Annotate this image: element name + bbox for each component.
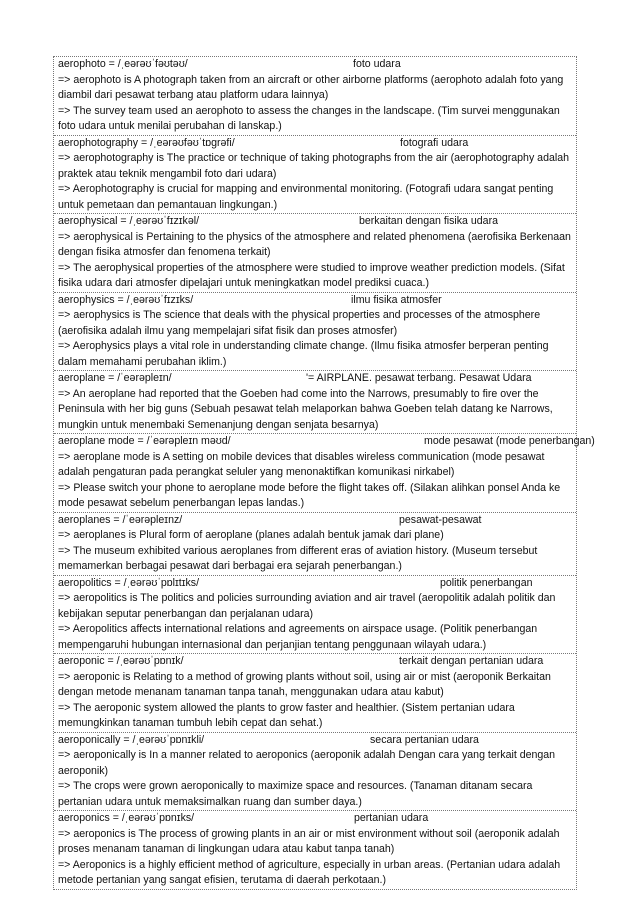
definition: => aeroponic is Relating to a method of growing plants without soil, using air or mist (aeroponik Berkaitan dengan metode menanam tanaman tanpa tanah, menggunakan udara atau kabut) <box>58 670 551 698</box>
definition: => aerophysics is The science that deals with the physical properties and processes of the atmosphere (aerofisika adalah ilmu yang mempelajari sifat fisik dan proses atmosfer) <box>58 309 541 337</box>
entry-aerophysical <box>54 214 576 293</box>
entry-aeroponics <box>54 811 576 889</box>
definition: => aeroplanes is Plural form of aeroplane (planes adalah bentuk jamak dari plane) <box>58 529 444 541</box>
headword: aerophotography = /ˌeərəʊfəʊˈtɒgrəfi/ <box>58 136 235 149</box>
entry-header <box>56 57 574 73</box>
entry-aeroponically <box>54 733 576 812</box>
example: => Aerophotography is crucial for mapping and environmental monitoring. (Fotografi udara sangat penting untuk pemetaan dan pemantauan lingkungan.) <box>58 183 554 211</box>
entry-header <box>56 371 574 387</box>
entry-aerophotography <box>54 136 576 215</box>
definition: => aeroponics is The process of growing plants in an air or mist environment without soil (aeroponik adalah proses menanam tanaman di lingkungan udara atau kabut tanpa tanah) <box>58 827 560 855</box>
example: => Aeroponics is a highly efficient method of agriculture, especially in urban areas. (Pertanian udara adalah metode pertanian yang sangat efisien, terutama di daerah perkotaan.) <box>58 858 561 886</box>
example: => The museum exhibited various aeroplanes from different eras of aviation history. (Museum tersebut memamerkan berbagai pesawat dari berbagai era sejarah penerbangan.) <box>58 544 538 572</box>
translation: fotografi udara <box>400 136 469 149</box>
entry-header <box>56 434 595 450</box>
translation: terkait dengan pertanian udara <box>399 655 544 667</box>
entry-aeroplanes <box>54 513 576 576</box>
headword: aeropolitics = /ˌeərəʊˈpɒlɪtɪks/ <box>58 576 200 589</box>
definition: => An aeroplane had reported that the Goeben had come into the Narrows, presumably to fire over the Peninsula with her big guns (Sebuah pesawat telah melaporkan bahwa Goeben telah datang ke Narrows, mungkin untuk menembaki Semenanjung dengan senjata besarnya) <box>58 387 553 431</box>
translation: politik penerbangan <box>440 576 533 589</box>
entry-header <box>56 811 574 827</box>
entry-header <box>56 293 574 309</box>
entry-aeroplane-mode <box>54 434 595 513</box>
entry-aerophysics <box>54 293 576 372</box>
example: => Please switch your phone to aeroplane mode before the flight takes off. (Silakan alihkan ponsel Anda ke mode pesawat sebelum penerbangan lepas landas.) <box>58 481 561 509</box>
translation: mode pesawat (mode penerbangan) <box>424 435 595 447</box>
entry-header <box>56 576 574 592</box>
headword: aeroponics = /ˌeərəʊˈpɒnɪks/ <box>58 812 195 824</box>
translation: berkaitan dengan fisika udara <box>359 215 498 227</box>
example: => The aeroponic system allowed the plants to grow faster and healthier. (Sistem pertanian udara memungkinkan tanaman tumbuh lebih cepat dan sehat.) <box>58 701 515 729</box>
headword: aeroponically = /ˌeərəʊˈpɒnɪkli/ <box>58 733 205 746</box>
translation: pertanian udara <box>354 812 429 824</box>
entry-header <box>56 733 574 749</box>
entry-aerophoto <box>54 57 576 136</box>
entry-aeroplane <box>54 371 576 434</box>
dictionary-document <box>53 56 595 890</box>
translation: secara pertanian udara <box>370 733 479 746</box>
example: => Aerophysics plays a vital role in understanding climate change. (Ilmu fisika atmosfer berperan penting dalam memahami perubahan iklim.) <box>58 340 549 368</box>
headword: aerophysics = /ˌeərəʊˈfɪzɪks/ <box>58 293 194 306</box>
definition: => aerophotography is The practice or technique of taking photographs from the air (aerophotography adalah praktek atau teknik mengambil foto dari udara) <box>58 152 569 180</box>
entry-aeropolitics <box>54 576 576 655</box>
definition: => aeropolitics is The politics and policies surrounding aviation and air travel (aeropolitik adalah politik dan kebijakan seputar penerbangan dan perjalanan udara) <box>58 592 556 620</box>
translation: pesawat-pesawat <box>399 513 482 526</box>
translation: foto udara <box>353 58 401 70</box>
entry-header <box>56 513 574 529</box>
definition: => aerophoto is A photograph taken from an aircraft or other airborne platforms (aerophoto adalah foto yang diambil dari pesawat terbang atau platform udara lainnya) <box>58 73 564 101</box>
translation: '= AIRPLANE. pesawat terbang. Pesawat Udara <box>306 372 532 384</box>
headword: aeroplanes = /ˈeərəpleɪnz/ <box>58 513 183 526</box>
definition: => aeroponically is In a manner related to aeroponics (aeroponik adalah Dengan cara yang terkait dengan aeroponik) <box>58 749 556 777</box>
entry-header <box>56 214 574 230</box>
example: => Aeropolitics affects international relations and agreements on airspace usage. (Politik penerbangan mempengaruhi hubungan internasional dan perjanjian tentang penggunaan wilayah udara.) <box>58 623 538 651</box>
definition: => aerophysical is Pertaining to the physics of the atmosphere and related phenomena (aerofisika Berkenaan dengan fisika atmosfer dan fenomena terkait) <box>58 230 571 258</box>
example: => The crops were grown aeroponically to maximize space and resources. (Tanaman ditanam secara pertanian udara untuk memaksimalkan ruang dan sumber daya.) <box>58 780 533 808</box>
headword: aerophoto = /ˌeərəʊˈfəʊtəʊ/ <box>58 58 188 70</box>
example: => The aerophysical properties of the atmosphere were studied to improve weather prediction models. (Sifat fisika udara dari atmosfer dipelajari untuk meningkatkan model prediksi cuaca.) <box>58 261 565 289</box>
definition: => aeroplane mode is A setting on mobile devices that disables wireless communication (mode pesawat adalah pengaturan pada perangkat seluler yang menonaktifkan komunikasi nirkabel) <box>58 450 545 478</box>
entry-header <box>56 654 574 670</box>
translation: ilmu fisika atmosfer <box>351 293 442 306</box>
entry-header <box>56 136 574 152</box>
headword: aeroponic = /ˌeərəʊˈpɒnɪk/ <box>58 655 184 667</box>
entry-aeroponic <box>54 654 576 733</box>
headword: aeroplane = /ˈeərəpleɪn/ <box>58 372 172 384</box>
headword: aeroplane mode = /ˈeərəpleɪn məʊd/ <box>58 435 231 447</box>
headword: aerophysical = /ˌeərəʊˈfɪzɪkəl/ <box>58 215 200 227</box>
example: => The survey team used an aerophoto to assess the changes in the landscape. (Tim survei menggunakan foto udara untuk menilai perubahan di lanskap.) <box>58 104 560 132</box>
